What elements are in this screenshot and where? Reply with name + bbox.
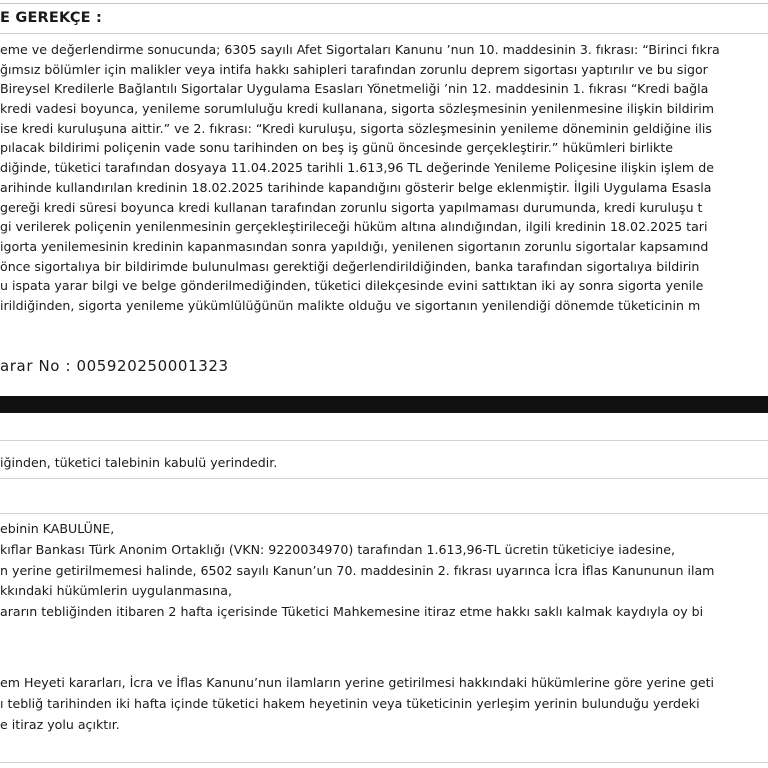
bottom-divider (0, 762, 768, 763)
reasoning-line: ise kredi kuruluşuna aittir.” ve 2. fıkrası: “Kredi kuruluşu, sigorta sözleşmesinin yenileme döneminin geldiğine ilis (0, 120, 712, 136)
notice-line: ı tebliğ tarihinden iki hafta içinde tüketici hakem heyetinin veya tüketicinin yerleşim yerinin bulunduğu yerdeki (0, 695, 700, 711)
reasoning-paragraph (0, 40, 768, 316)
reasoning-line: gi verilerek poliçenin yenilenmesinin gerçekleştirileceği hüküm altına alındığından, ilgili kredinin 18.02.2025 tari (0, 219, 708, 235)
reasoning-line: önce sigortalıya bir bildirimde bulunulması gerektiği değerlendirildiğinden, banka tarafından sigortalıya bildirin (0, 258, 700, 274)
notice-line: em Heyeti kararları, İcra ve İflas Kanunu’nun ilamların yerine getirilmesi hakkındaki hükümlerine göre yerine geti (0, 675, 715, 690)
verdict-line: kkındaki hükümlerin uygulanmasına, (0, 583, 232, 599)
reasoning-line: diğinde, tüketici tarafından dosyaya 11.04.2025 tarihli 1.613,96 TL değerinde Yenileme Poliçesine ilişkin işlem de (0, 160, 714, 176)
section-divider (0, 440, 768, 441)
reasoning-line: Bireysel Kredilerle Bağlantılı Sigortalar Uygulama Esasları Yönetmeliği ’nin 12. maddesinin 1. fıkrası “Kredi bağla (0, 81, 709, 97)
reasoning-line: pılacak bildirimi poliçenin vade sonu tarihinden on beş iş günü öncesinde gerçekleştirir.” hükümleri birlikte (0, 140, 674, 156)
reasoning-line: arihinde kullandırılan kredinin 18.02.2025 tarihinde kapandığını gösterir belge eklenmiştir. İlgili Uygulama Esasla (0, 179, 712, 195)
reasoning-line: kredi vadesi boyunca, yenileme sorumluluğu kredi kullanana, sigorta sözleşmesinin yenilenmesine ilişkin bildirim (0, 101, 715, 117)
decision-number: arar No : 005920250001323 (0, 357, 229, 375)
section-title: E GEREKÇE : (0, 10, 103, 26)
verdict-line: kıflar Bankası Türk Anonim Ortaklığı (VKN: 9220034970) tarafından 1.613,96-TL ücretin tüketiciye iadesine, (0, 541, 675, 557)
reasoning-line: ğımsız bölümler için malikler veya intifa hakkı sahipleri tarafından zorunlu deprem sigortası yaptırılır ve bu sigor (0, 61, 708, 77)
verdict-line: ararın tebliğinden itibaren 2 hafta içerisinde Tüketici Mahkemesine itiraz etme hakkı saklı kalmak kaydıyla oy bi (0, 604, 704, 620)
verdict-block (0, 519, 768, 623)
notice-block (0, 673, 768, 735)
section-divider (0, 478, 768, 479)
verdict-line: n yerine getirilmemesi halinde, 6502 sayılı Kanun’un 70. maddesinin 2. fıkrası uyarınca İcra İflas Kanununun ilam (0, 562, 715, 578)
reasoning-line: u ispata yarar bilgi ve belge gönderilmediğinden, tüketici dilekçesinde evini sattıktan iki ay sonra sigorta yenile (0, 278, 704, 294)
top-divider (0, 3, 768, 4)
section-divider (0, 513, 768, 514)
title-divider (0, 33, 768, 34)
reasoning-line: igorta yenilemesinin kredinin kapanmasından sonra yapıldığı, yenilenen sigortanın zorunlu sigortalar kapsamınd (0, 238, 709, 254)
reasoning-line: eme ve değerlendirme sonucunda; 6305 sayılı Afet Sigortaları Kanunu ’nun 10. maddesinin 3. fıkrası: “Birinci fıkra (0, 42, 720, 57)
reasoning-line: irildiğinden, sigorta yenileme yükümlülüğünün malikte olduğu ve sigortanın yenilendiği dönemde tüketicinin m (0, 297, 701, 313)
reasoning-line: gereği kredi süresi boyunca kredi kullanan tarafından zorunlu sigorta yapılmaması durumunda, kredi kuruluşu t (0, 199, 703, 215)
notice-line: e itiraz yolu açıktır. (0, 716, 120, 732)
conclusion-text: iğinden, tüketici talebinin kabulü yerindedir. (0, 455, 278, 470)
verdict-line: ebinin KABULÜNE, (0, 521, 115, 536)
redaction-bar (0, 396, 768, 413)
